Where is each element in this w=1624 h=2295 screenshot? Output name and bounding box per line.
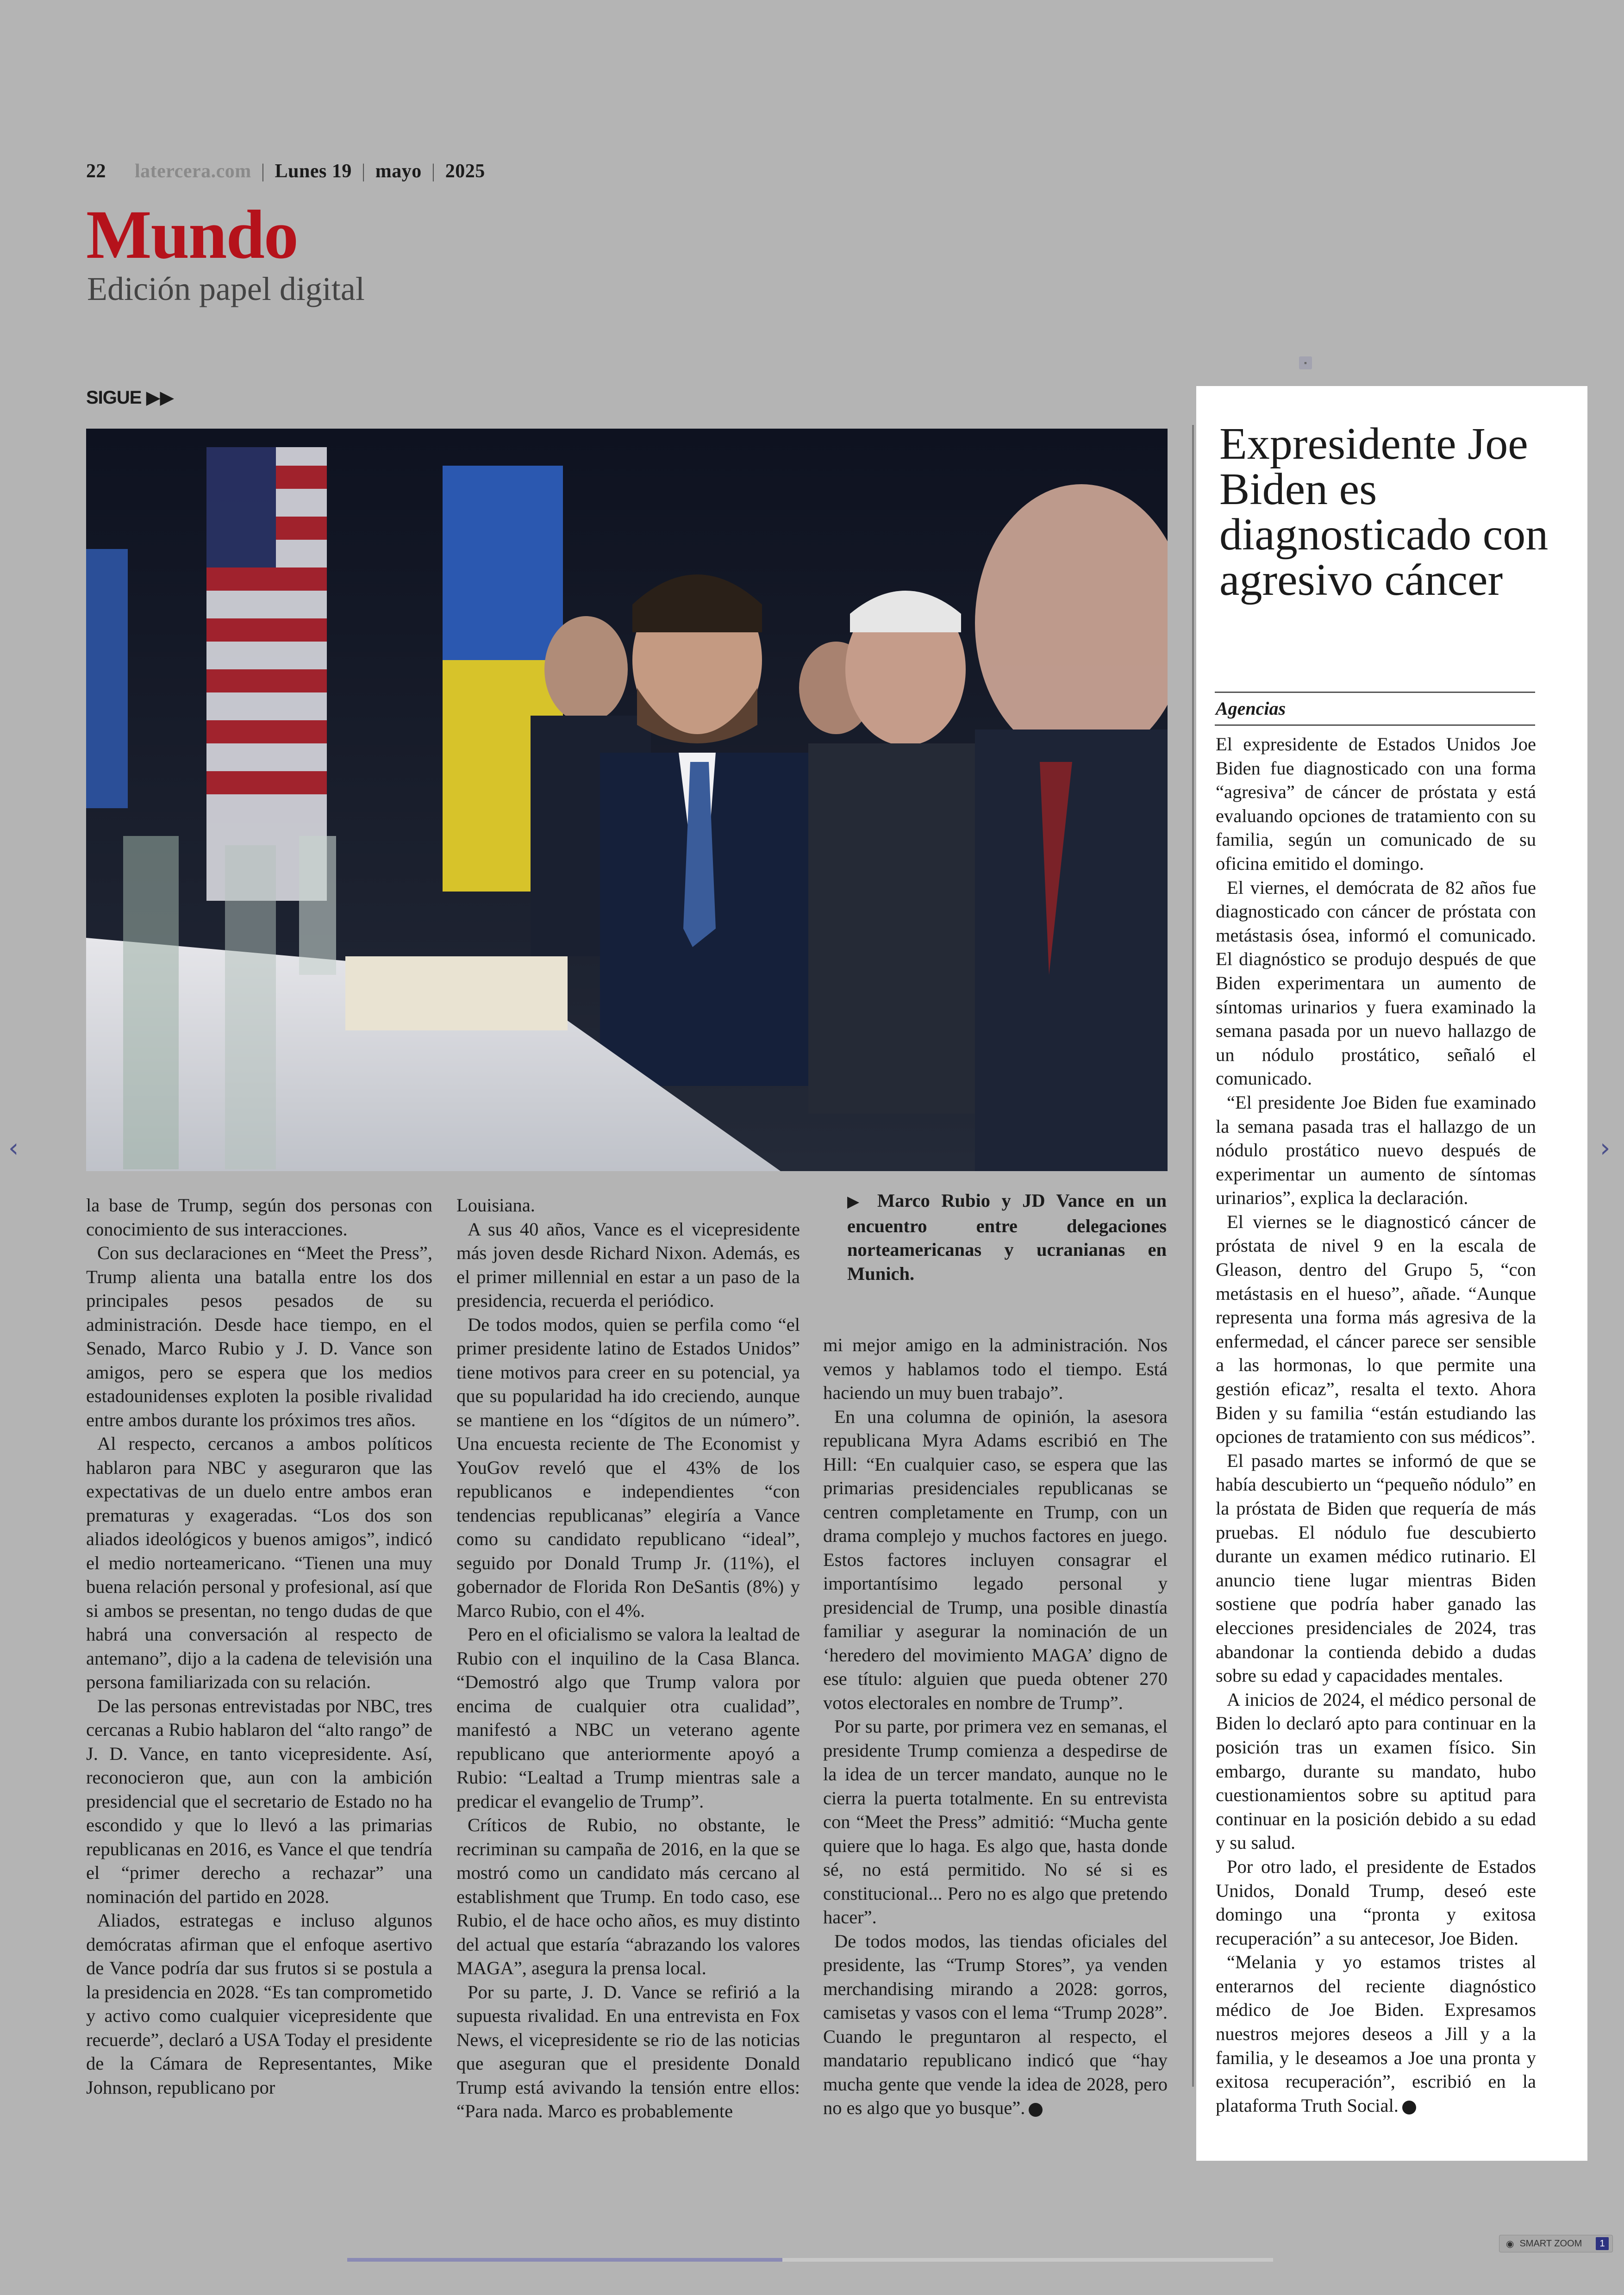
paragraph: El expresidente de Estados Unidos Joe Biden fue diagnosticado con una forma “agresiva” de cáncer de próstata y está evaluando opciones de tratamiento con su familia, según un comunicado de su oficina emitido el domingo. (1216, 734, 1536, 874)
page-header: 22 latercera.com | Lunes 19 | mayo | 2025 (86, 161, 485, 182)
section-subtitle: Edición papel digital (87, 270, 365, 307)
paragraph: Al respecto, cercanos a ambos políticos hablaron para NBC y aseguraron que las expectativas de un duelo entre ambos eran prematuras y exageradas. “Los dos son aliados ideológicos y buenos amigos”, indicó el medio norteamericano. “Tienen una muy buena relación personal y profesional, así que si ambos se presentan, no tengo dudas de que habrá una conversación al respecto de antemano”, dijo a la cadena de televisión una persona familiarizada con su relación. (86, 1433, 432, 1692)
page-indicator: 1 (1596, 2237, 1609, 2250)
paragraph: Aliados, estrategas e incluso algunos demócratas afirman que el enfoque asertivo de Vance podría dar sus frutos si se postula a la presidencia en 2028. “Es tan comprometido y activo como cualquier vicepresidente que recuerde”, declaró a USA Today el presidente de la Cámara de Representantes, Mike Johnson, republicano por (86, 1910, 432, 2098)
paragraph: A inicios de 2024, el médico personal de Biden lo declaró apto para continuar en la posición tras un examen físico. Sin embargo, durante su mandato, hubo cuestionamientos sobre su aptitud para continuar en la posición debido a su edad y su salud. (1216, 1689, 1536, 1853)
caption-arrow-icon: ▶ (847, 1193, 866, 1210)
paragraph-text: “Melania y yo estamos tristes al enterarnos del reciente diagnóstico médico de Joe Biden. Expresamos nuestros mejores deseos a Jill y a la familia, y le deseamos a Joe una pronta y exitosa recuperación”, escribió en la plataforma Truth Social. (1216, 1952, 1536, 2116)
paragraph: A sus 40 años, Vance es el vicepresidente más joven desde Richard Nixon. Además, es el primer millennial en estar a un paso de la presidencia, recuerda el periódico. (456, 1218, 800, 1311)
paragraph: El viernes, el demócrata de 82 años fue diagnosticado con cáncer de próstata con metástasis ósea, informó el comunicado. El diagnóstico se produjo después de que Biden experimentara un aumento de síntomas urinarios y fuera examinado la semana pasada por un nuevo hallazgo de un nódulo prostático, señaló el comunicado. (1216, 877, 1536, 1089)
column-divider (1192, 425, 1194, 2087)
paragraph: El viernes se le diagnosticó cáncer de próstata de nivel 9 en la escala de Gleason, dentro del Grupo 5, “con metástasis en el hueso”, añade. “Aunque representa una forma más agresiva de la enfermedad, el cáncer parece ser sensible a las hormonas, lo que permite una gestión eficaz”, resalta el texto. Ahora Biden y su familia “están estudiando las opciones de tratamiento con sus médicos”. (1216, 1211, 1536, 1447)
paragraph-last (823, 1929, 1168, 2120)
end-mark-icon (1402, 2101, 1416, 2114)
paragraph: Por su parte, por primera vez en semanas, el presidente Trump comienza a despedirse de la idea de un tercer mandato, aunque no le cierra la puerta totalmente. En su entrevista con “Meet the Press” admitió: “Mucha gente quiere que lo haga. Es algo que, hasta donde sé, no está permitido. No sé si es constitucional... Pero no es algo que pretendo hacer”. (823, 1716, 1168, 1927)
sidebar-byline: Agencias (1216, 698, 1286, 719)
smart-zoom-label: SMART ZOOM (1519, 2238, 1582, 2249)
paragraph: “El presidente Joe Biden fue examinado la semana pasada tras el hallazgo de un nódulo prostático nuevo después de experimentar un aumento de síntomas urinarios”, explica la declaración. (1216, 1091, 1536, 1209)
article-column-1 (86, 1193, 432, 2099)
article-column-2 (456, 1193, 800, 2123)
divider (1215, 692, 1535, 693)
header-year: 2025 (445, 161, 485, 182)
eye-icon: ◉ (1506, 2239, 1514, 2249)
header-day: Lunes 19 (275, 161, 352, 182)
header-month: mayo (375, 161, 422, 182)
paragraph: Con sus declaraciones en “Meet the Press”, Trump alienta una batalla entre los dos principales pesos pesados de su administración. Desde hace tiempo, en el Senado, Marco Rubio y J. D. Vance son amigos, pero se espera que los medios estadounidenses exploten la posible rivalidad entre ambos durante los próximos tres años. (86, 1242, 432, 1430)
article-photo (86, 429, 1168, 1171)
paragraph: Pero en el oficialismo se valora la lealtad de Rubio con el inquilino de la Casa Blanca. “Demostró algo que Trump valora por encima de cualquier otra cualidad”, manifestó a NBC un veterano agente republicano que anteriormente apoyó a Rubio: “Lealtad a Trump mientras sale a predicar el evangelio de Trump”. (456, 1624, 800, 1812)
paragraph: Por su parte, J. D. Vance se refirió a la supuesta rivalidad. En una entrevista en Fox News, el vicepresidente se rio de las noticias que aseguran que el presidente Donald Trump está avivando la tensión entre ellos: “Para nada. Marco es probablemente (456, 1981, 800, 2121)
paragraph: Louisiana. (456, 1195, 535, 1216)
page-progress-fill (347, 2258, 782, 2262)
paragraph: mi mejor amigo en la administración. Nos vemos y hablamos todo el tiempo. Está haciendo un muy buen trabajo”. (823, 1335, 1168, 1403)
sidebar-article (1196, 386, 1587, 2161)
paragraph: Críticos de Rubio, no obstante, le recriminan su campaña de 2016, en la que se mostró como un candidato más cercano al establishment que Trump. En todo caso, ese Rubio, el de hace ocho años, es muy distinto del actual que estaría “abrazando los valores MAGA”, asegura la prensa local. (456, 1815, 800, 1978)
chevron-left-icon[interactable]: ‹ (8, 1133, 19, 1163)
paragraph-text: De todos modos, las tiendas oficiales del presidente, las “Trump Stores”, ya venden merchandising mirando a 2028: gorros, camisetas y vasos con el lema “Trump 2028”. Cuando le preguntaron al respecto, el mandatario republicano indicó que “hay mucha gente que vende la idea de 2028, pero no es algo que yo busque”. (823, 1930, 1168, 2118)
divider (1215, 724, 1535, 726)
page-marker-icon[interactable]: ▪ (1299, 356, 1312, 369)
paragraph-last (1216, 1950, 1536, 2117)
paragraph: En una columna de opinión, la asesora republicana Myra Adams escribió en The Hill: “En cualquier caso, se espera que las primarias presidenciales republicanas se centren completamente en Trump, con un drama complejo y muchos factores en juego. Estos factores incluyen consagrar el importantísimo legado personal y presidencial de Trump, una posible dinastía familiar y asegurar la nominación de un ‘heredero del movimiento MAGA’ digno de ese título: alguien que pueda obtener 270 votos electorales en nombre de Trump”. (823, 1406, 1168, 1713)
smart-zoom-button[interactable] (1499, 2235, 1613, 2252)
section-title: Mundo (86, 196, 298, 273)
end-mark-icon (1029, 2103, 1043, 2117)
chevron-right-icon[interactable]: › (1600, 1133, 1611, 1163)
page-number: 22 (86, 161, 106, 182)
continue-label: SIGUE ▶▶ (86, 387, 174, 408)
photo-caption (847, 1189, 1167, 1285)
paragraph: Por otro lado, el presidente de Estados Unidos, Donald Trump, deseó este domingo una “pronta y exitosa recuperación” a su antecesor, Joe Biden. (1216, 1856, 1536, 1949)
paragraph: De las personas entrevistadas por NBC, tres cercanas a Rubio hablaron del “alto rango” de J. D. Vance, en tanto vicepresidente. Así, reconocieron que, aun con la ambición presidencial que el secretario de Estado no ha escondido y que lo llevó a las primarias republicanas en 2016, es Vance el que tendría el “primer derecho a rechazar” una nominación del partido en 2028. (86, 1695, 432, 1907)
photo-icon (86, 429, 1168, 1171)
sidebar-title: Expresidente Joe Biden es diagnosticado con agresivo cáncer (1219, 419, 1549, 605)
site-name: latercera.com (135, 161, 251, 182)
page-progress-bar[interactable] (347, 2258, 1273, 2262)
article-column-3 (823, 1333, 1168, 2120)
sidebar-body (1216, 732, 1536, 2117)
paragraph: El pasado martes se informó de que se había descubierto un “pequeño nódulo” en la próstata de Biden que requería de más pruebas. El nódulo fue descubierto durante un examen médico rutinario. El anuncio tiene lugar mientras Biden sostiene que podría haber ganado las elecciones presidenciales de 2024, tras abandonar la contienda debido a dudas sobre su edad y capacidades mentales. (1216, 1450, 1536, 1686)
caption-text: Marco Rubio y JD Vance en un encuentro entre delegaciones norteamericanas y ucranianas en Munich. (847, 1190, 1167, 1284)
paragraph: la base de Trump, según dos personas con conocimiento de sus interacciones. (86, 1195, 432, 1240)
paragraph: De todos modos, quien se perfila como “el primer presidente latino de Estados Unidos” tiene motivos para creer en su potencial, ya que su popularidad ha ido creciendo, aunque se mantiene en los “dígitos de un número”. Una encuesta reciente de The Economist y YouGov reveló que el 43% de los republicanos e independientes “con tendencias republicanas” elegiría a Vance como su candidato republicano “ideal”, seguido por Donald Trump Jr. (11%), el gobernador de Florida Ron DeSantis (8%) y Marco Rubio, con el 4%. (456, 1314, 800, 1621)
